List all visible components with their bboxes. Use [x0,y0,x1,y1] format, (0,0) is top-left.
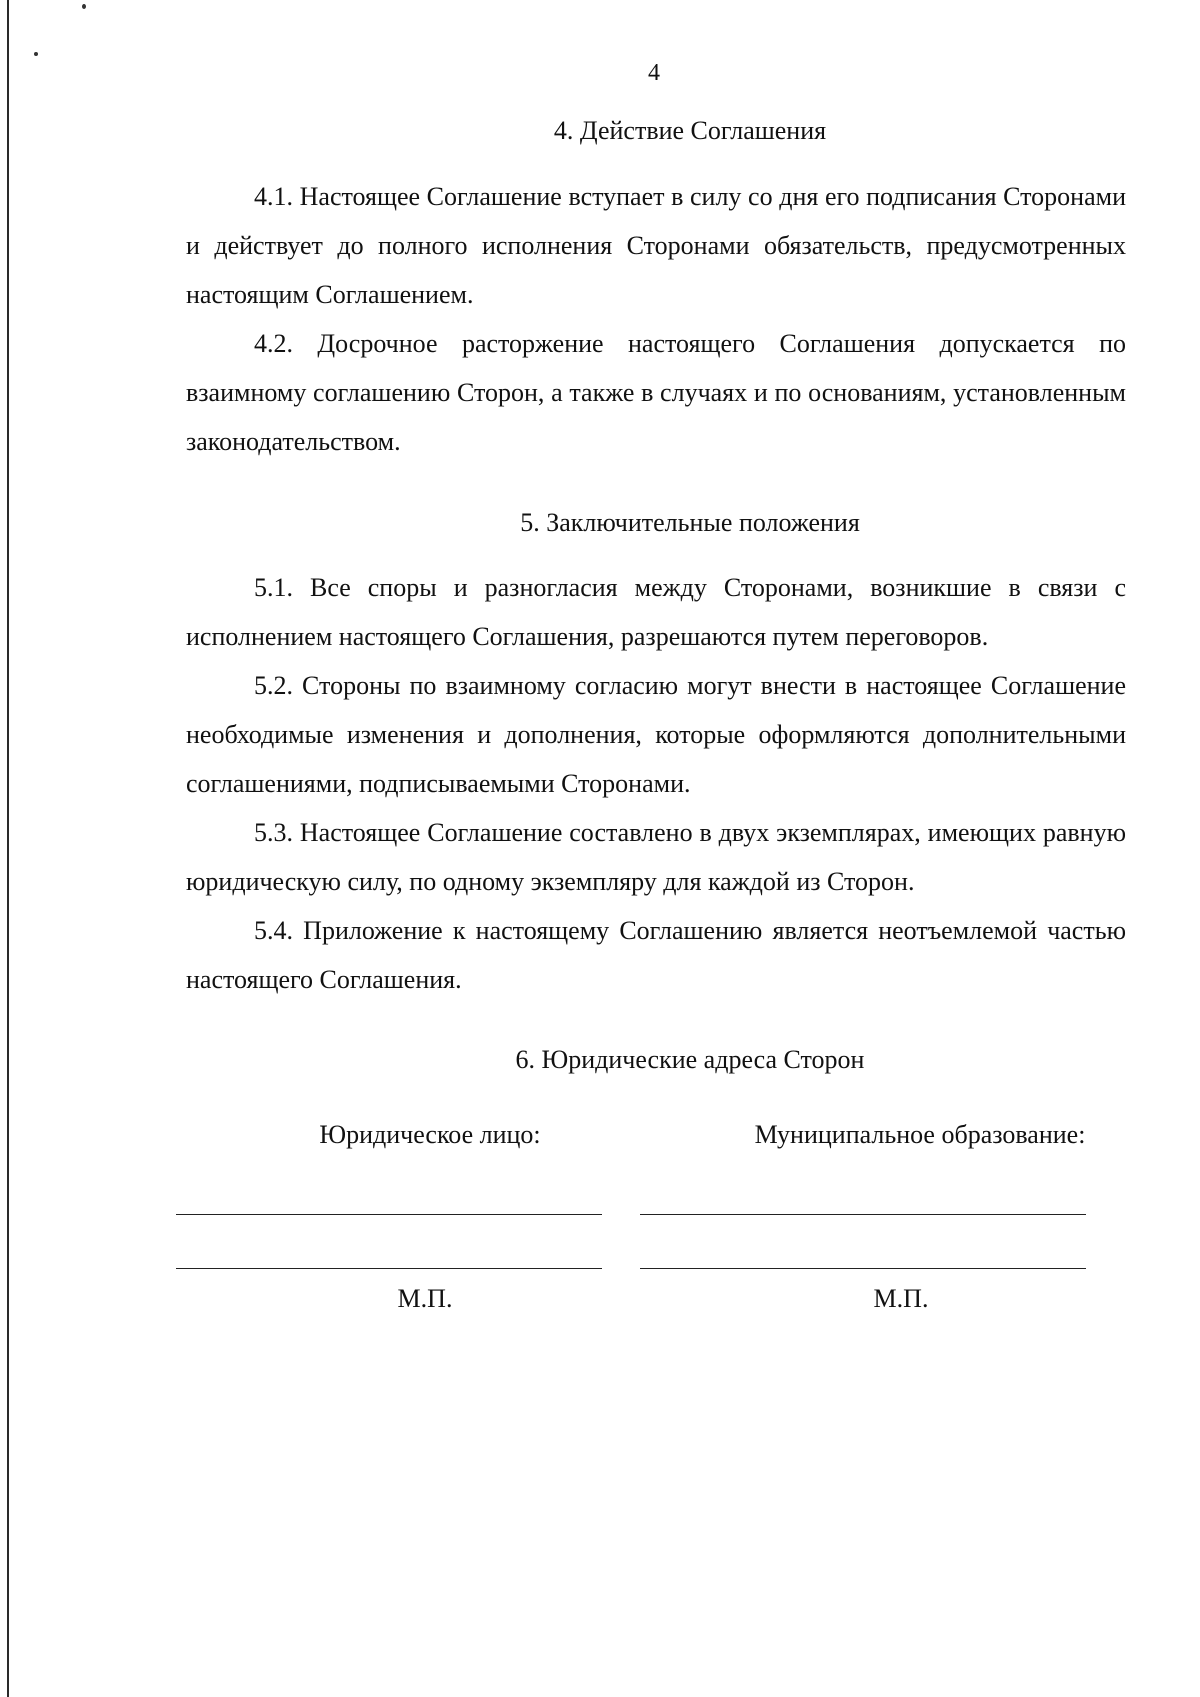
paragraph-5-4: 5.4. Приложение к настоящему Соглашению является неотъемлемой частью настоящего Соглашения. [186,916,1126,994]
paragraph-5-2: 5.2. Стороны по взаимному согласию могут внести в настоящее Соглашение необходимые изменения и дополнения, которые оформляются дополнительными соглашениями, подписываемыми Сторонами. [186,671,1126,798]
municipality-signature-line [640,1268,1086,1269]
paragraph-5-1: 5.1. Все споры и разногласия между Сторонами, возникшие в связи с исполнением настоящего Соглашения, разрешаются путем переговоров. [186,573,1126,651]
scan-speck [34,52,38,56]
section-6-heading: 6. Юридические адреса Сторон [515,1045,865,1074]
municipality-stamp-place: М.П. [873,1284,929,1313]
section-4-heading: 4. Действие Соглашения [553,116,827,145]
section-5-heading: 5. Заключительные положения [520,508,860,537]
scan-speck [82,4,86,9]
legal-entity-address-line [176,1214,602,1215]
paragraph-4-2: 4.2. Досрочное расторжение настоящего Соглашения допускается по взаимному соглашению Сторон, а также в случаях и по основаниям, установленным законодательством. [186,329,1126,456]
page-left-border [7,0,9,1697]
paragraph-5-3: 5.3. Настоящее Соглашение составлено в двух экземплярах, имеющих равную юридическую силу, по одному экземпляру для каждой из Сторон. [186,818,1126,896]
legal-entity-stamp-place: М.П. [397,1284,453,1313]
paragraph-4-1: 4.1. Настоящее Соглашение вступает в силу со дня его подписания Сторонами и действует до полного исполнения Сторонами обязательств, предусмотренных настоящим Соглашением. [186,182,1126,309]
municipality-label: Муниципальное образование: [754,1120,1086,1149]
page-number: 4 [648,60,660,86]
legal-entity-signature-line [176,1268,602,1269]
municipality-address-line [640,1214,1086,1215]
legal-entity-label: Юридическое лицо: [319,1120,541,1149]
